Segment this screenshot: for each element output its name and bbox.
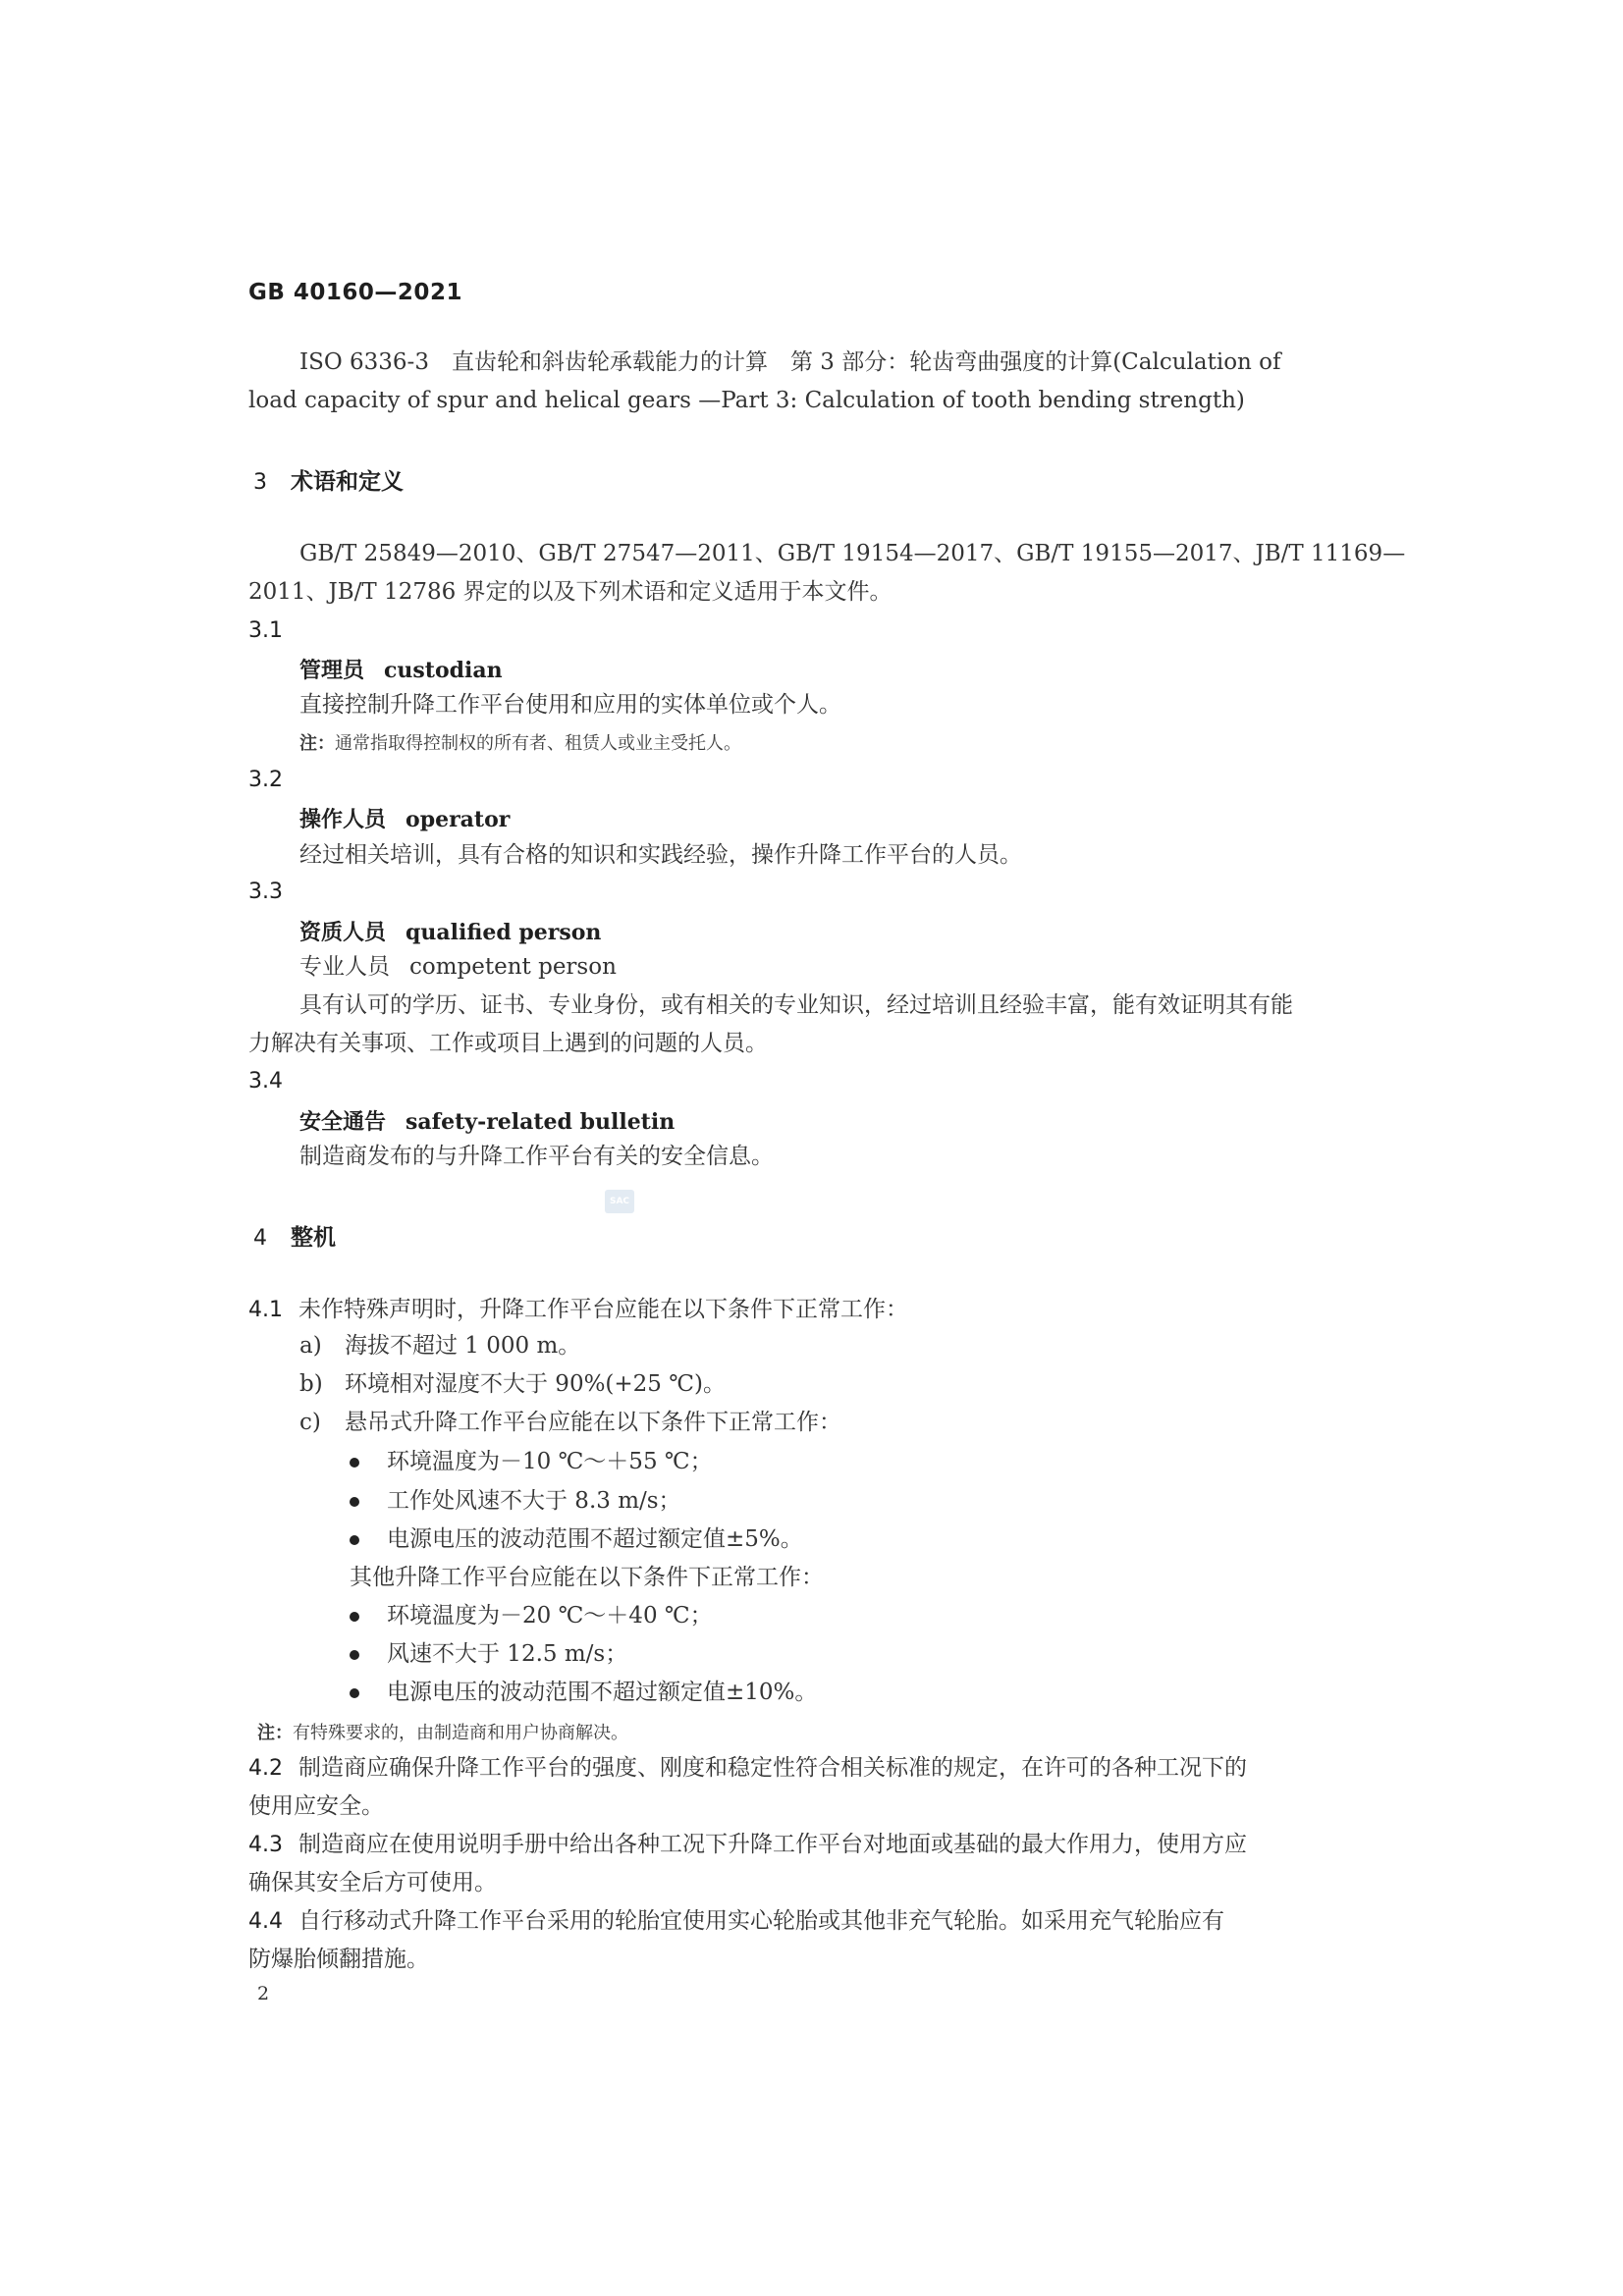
bullet-item <box>350 1674 817 1711</box>
clause-text: 制造商应确保升降工作平台的强度、刚度和稳定性符合相关标准的规定，在许可的各种工况下的 <box>298 1755 1247 1781</box>
clause-4-2-continued: 使用应安全。 <box>248 1793 384 1819</box>
clause-number: 4.3 <box>248 1833 283 1857</box>
list-item-b <box>299 1365 726 1403</box>
section-4-note <box>257 1719 628 1744</box>
list-text: 海拔不超过 1 000 m。 <box>345 1333 581 1359</box>
list-label: a) <box>299 1333 322 1359</box>
clause-4-4 <box>248 1902 1224 1940</box>
list-item-c <box>299 1404 841 1441</box>
bullet-icon <box>350 1650 359 1660</box>
term-number: 3.3 <box>248 880 283 904</box>
note-text: 通常指取得控制权的所有者、租赁人或业主受托人。 <box>335 733 741 754</box>
bullet-item <box>350 1597 713 1634</box>
bullet-icon <box>350 1612 359 1622</box>
term-heading <box>299 654 503 684</box>
term-definition: 直接控制升降工作平台使用和应用的实体单位或个人。 <box>299 692 841 718</box>
bullet-text: 环境温度为－20 ℃～＋40 ℃； <box>387 1603 713 1629</box>
clause-4-1 <box>248 1291 908 1328</box>
bullet-item <box>350 1482 681 1520</box>
section-4-heading <box>253 1219 336 1252</box>
term-heading <box>299 916 601 946</box>
page-number: 2 <box>257 1983 270 2004</box>
clause-number: 4.4 <box>248 1909 283 1934</box>
section-title: 整机 <box>291 1225 336 1251</box>
section-3-intro-line-2: 2011、JB/T 12786 界定的以及下列术语和定义适用于本文件。 <box>248 579 893 605</box>
bullet-icon <box>350 1497 359 1507</box>
bullet-item <box>350 1635 627 1673</box>
term-definition: 制造商发布的与升降工作平台有关的安全信息。 <box>299 1144 774 1169</box>
bullet-text: 风速不大于 12.5 m/s； <box>387 1641 628 1667</box>
note-label: 注： <box>257 1723 293 1743</box>
iso-reference-line-1: ISO 6336-3 直齿轮和斜齿轮承载能力的计算 第 3 部分：轮齿弯曲强度的计算(Calculation of <box>299 349 1281 375</box>
bullet-item <box>350 1443 713 1480</box>
list-item-a <box>299 1327 580 1364</box>
clause-4-2 <box>248 1749 1247 1787</box>
clause-text: 未作特殊声明时，升降工作平台应能在以下条件下正常工作： <box>298 1297 908 1322</box>
clause-number: 4.2 <box>248 1756 283 1781</box>
term-definition-line-2: 力解决有关事项、工作或项目上遇到的问题的人员。 <box>248 1031 768 1056</box>
section-3-intro-line-1: GB/T 25849—2010、GB/T 27547—2011、GB/T 19154—2017、GB/T 19155—2017、JB/T 11169— <box>299 541 1406 566</box>
alt-term-zh: 专业人员 <box>299 954 390 980</box>
term-en: operator <box>406 807 511 832</box>
list-text: 环境相对湿度不大于 90%(+25 ℃)。 <box>345 1371 726 1397</box>
section-title: 术语和定义 <box>291 469 404 495</box>
bullet-text: 电源电压的波动范围不超过额定值±5%。 <box>387 1526 803 1552</box>
term-alternative <box>299 948 617 986</box>
clause-4-3-continued: 确保其安全后方可使用。 <box>248 1870 497 1896</box>
clause-4-3 <box>248 1826 1247 1863</box>
term-heading <box>299 803 510 833</box>
iso-reference-line-2: load capacity of spur and helical gears —Part 3: Calculation of tooth bending strength) <box>248 388 1245 413</box>
list-text: 悬吊式升降工作平台应能在以下条件下正常工作： <box>345 1410 841 1435</box>
bullet-icon <box>350 1458 359 1468</box>
term-zh: 安全通告 <box>299 1110 387 1135</box>
clause-text: 制造商应在使用说明手册中给出各种工况下升降工作平台对地面或基础的最大作用力，使用方应 <box>298 1832 1247 1857</box>
alt-term-en: competent person <box>409 954 617 980</box>
clause-4-4-continued: 防爆胎倾翻措施。 <box>248 1947 429 1972</box>
term-zh: 资质人员 <box>299 921 387 945</box>
section-number: 3 <box>253 470 267 495</box>
term-number: 3.2 <box>248 768 283 792</box>
term-zh: 操作人员 <box>299 808 387 832</box>
bullet-icon <box>350 1688 359 1698</box>
bullet-text: 环境温度为－10 ℃～＋55 ℃； <box>387 1449 713 1474</box>
list-label: c) <box>299 1410 321 1435</box>
sac-watermark-logo: SAC <box>605 1190 634 1213</box>
bullet-text: 工作处风速不大于 8.3 m/s； <box>387 1488 681 1514</box>
term-number: 3.1 <box>248 618 283 643</box>
term-definition-line-1: 具有认可的学历、证书、专业身份，或有相关的专业知识，经过培训且经验丰富，能有效证明其有能 <box>299 992 1293 1018</box>
note-label: 注： <box>299 733 335 754</box>
clause-number: 4.1 <box>248 1298 283 1322</box>
term-number: 3.4 <box>248 1069 283 1094</box>
list-label: b) <box>299 1371 323 1397</box>
term-en: custodian <box>384 658 503 683</box>
section-3-heading <box>253 463 404 496</box>
standard-number: GB 40160—2021 <box>248 280 462 305</box>
clause-text: 自行移动式升降工作平台采用的轮胎宜使用实心轮胎或其他非充气轮胎。如采用充气轮胎应有 <box>298 1908 1224 1934</box>
bullet-icon <box>350 1535 359 1545</box>
term-en: safety-related bulletin <box>406 1109 676 1135</box>
term-zh: 管理员 <box>299 659 365 683</box>
other-platforms-intro: 其他升降工作平台应能在以下条件下正常工作： <box>350 1565 824 1590</box>
term-definition: 经过相关培训，具有合格的知识和实践经验，操作升降工作平台的人员。 <box>299 842 1022 868</box>
term-note <box>299 729 741 755</box>
section-number: 4 <box>253 1226 267 1251</box>
bullet-item <box>350 1521 803 1558</box>
note-text: 有特殊要求的，由制造商和用户协商解决。 <box>293 1723 628 1743</box>
term-heading <box>299 1105 675 1136</box>
term-en: qualified person <box>406 920 602 945</box>
bullet-text: 电源电压的波动范围不超过额定值±10%。 <box>387 1680 818 1705</box>
